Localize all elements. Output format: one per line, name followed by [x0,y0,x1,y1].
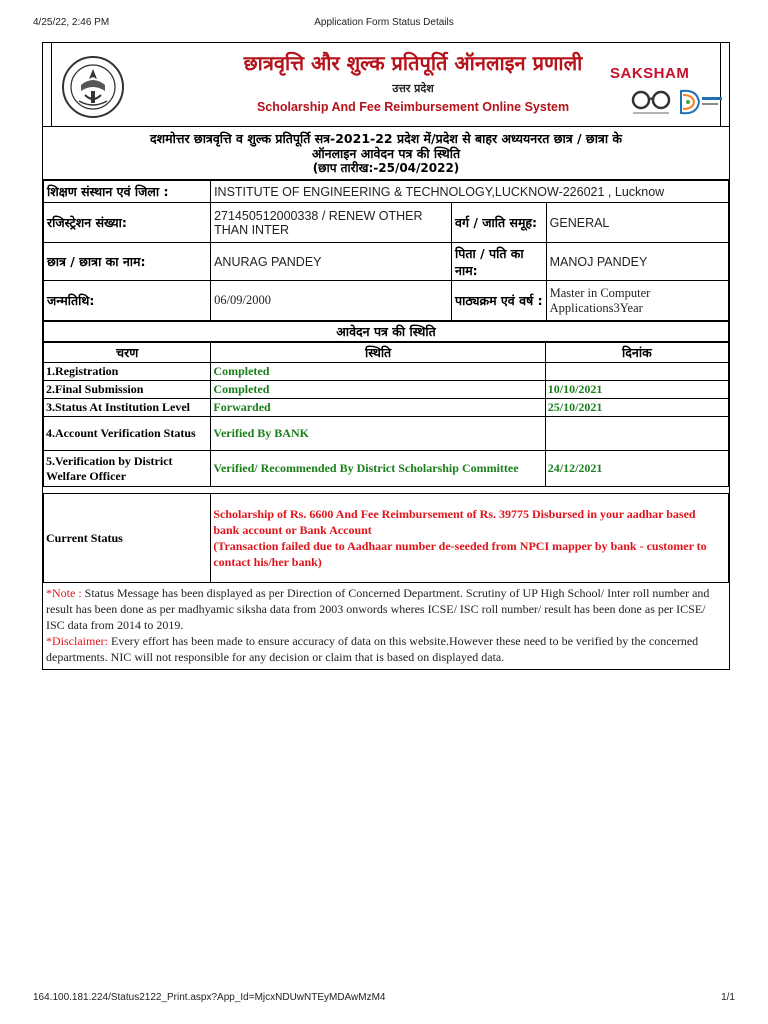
status-cell: Forwarded [211,399,545,417]
current-status-message [211,494,729,583]
status-cell: Verified/ Recommended By District Scholarship Committee [211,451,545,487]
disclaimer-label: *Disclaimer: [46,634,108,648]
dob-value: 06/09/2000 [211,281,452,321]
course-value: Master in Computer Applications3Year [546,281,728,321]
stage-cell: 5.Verification by District Welfare Officer [44,451,211,487]
up-government-emblem-icon [61,55,125,119]
registration-value: 271450512000338 / RENEW OTHER THAN INTER [211,203,452,243]
page-number: 1/1 [721,992,735,1003]
date-cell: 24/12/2021 [545,451,728,487]
saksham-brand: SAKSHAM [610,65,690,82]
title-line-2: ऑनलाइन आवेदन पत्र की स्थिति [311,146,461,161]
father-name-label: पिता / पति का नाम: [452,243,547,281]
disbursement-message: Scholarship of Rs. 6600 And Fee Reimbursement of Rs. 39775 Disbursed in your aadhar based bank account or Bank Account [213,507,696,537]
status-cell: Completed [211,381,545,399]
date-cell [545,363,728,381]
print-header [0,17,768,31]
status-heading: आवेदन पत्र की स्थिति [44,322,729,342]
print-url: 164.100.181.224/Status2122_Print.aspx?App_Id=MjcxNDUwNTEyMDAwMzM4 [33,992,386,1003]
date-cell [545,417,728,451]
transaction-failed-message: (Transaction failed due to Aadhaar number de-seeded from NPCI mapper by bank - customer to contact his/her bank) [213,539,707,569]
notes-section [43,583,729,669]
print-datetime: 4/25/22, 2:46 PM [33,17,110,28]
print-page-title: Application Form Status Details [314,17,454,28]
category-value: GENERAL [546,203,728,243]
stage-cell: 1.Registration [44,363,211,381]
col-status-header: स्थिति [211,343,545,363]
form-status-title [43,127,729,180]
date-cell: 25/10/2021 [545,399,728,417]
status-section-heading [43,321,729,342]
course-label: पाठ्यक्रम एवं वर्ष : [452,281,547,321]
note-label: *Note : [46,586,82,600]
category-label: वर्ग / जाति समूह: [452,203,547,243]
table-row [44,381,729,399]
table-row [44,417,729,451]
banner-state-name: उत्तर प्रदेश [392,82,434,95]
title-line-1: दशमोत्तर छात्रवृत्ति व शुल्क प्रतिपूर्ति सत्र-2021-22 प्रदेश में/प्रदेश से बाहर अध्ययनरत छात्र / छात्रा के [149,131,623,146]
stage-cell: 3.Status At Institution Level [44,399,211,417]
note-text: Status Message has been displayed as per Direction of Concerned Department. Scrutiny of UP High School/ Inter roll number and result has been done as per madhyamic siksha data from 2003 onwords wheres ICSE/ ISC roll number/ result has been done as per ICSE/ ISC data from 2014 to 2019. [46,586,710,632]
digital-india-logo-icon [675,87,725,117]
col-date-header: दिनांक [545,343,728,363]
current-status-table [43,493,729,583]
print-date: (छाप तारीख:-25/04/2022) [312,161,460,175]
stage-cell: 4.Account Verification Status [44,417,211,451]
status-table [43,342,729,487]
disclaimer-text: Every effort has been made to ensure accuracy of data on this website.However these need to be verified by the concerned departments. NIC will not responsible for any decision or claim that is based on displayed data. [46,634,699,664]
current-status-label: Current Status [44,494,211,583]
gandhi-spectacles-icon [629,87,673,117]
table-row [44,363,729,381]
col-stage-header: चरण [44,343,211,363]
student-name-label: छात्र / छात्रा का नाम: [44,243,211,281]
banner-hindi-title: छात्रवृत्ति और शुल्क प्रतिपूर्ति ऑनलाइन प्रणाली [243,51,583,75]
father-name-value: MANOJ PANDEY [546,243,728,281]
institute-value: INSTITUTE OF ENGINEERING & TECHNOLOGY,LUCKNOW-226021 , Lucknow [211,181,729,203]
registration-label: रजिस्ट्रेशन संख्या: [44,203,211,243]
stage-cell: 2.Final Submission [44,381,211,399]
institute-label: शिक्षण संस्थान एवं जिला : [44,181,211,203]
dob-label: जन्मतिथि: [44,281,211,321]
table-row [44,399,729,417]
date-cell: 10/10/2021 [545,381,728,399]
status-cell: Completed [211,363,545,381]
print-footer [0,992,768,1006]
site-banner [43,43,729,127]
status-cell: Verified By BANK [211,417,545,451]
student-name-value: ANURAG PANDEY [211,243,452,281]
table-row [44,451,729,487]
banner-english-title: Scholarship And Fee Reimbursement Online System [256,100,570,114]
applicant-info-table [43,180,729,321]
status-document [42,42,730,670]
